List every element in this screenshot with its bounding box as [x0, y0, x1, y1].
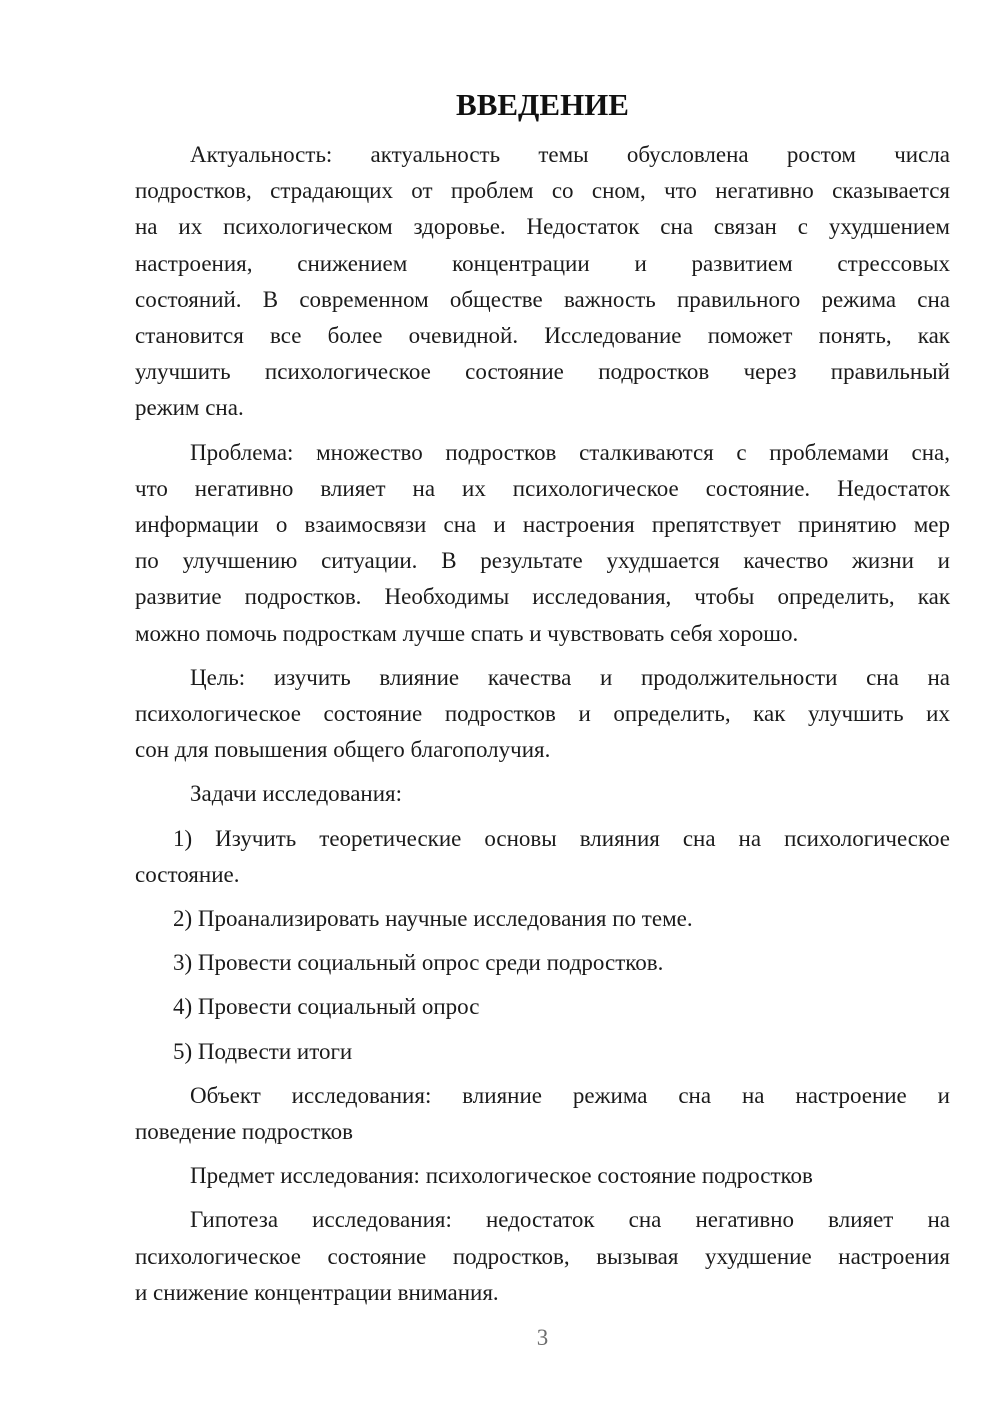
text-line: Актуальность: актуальность темы обусловлена ростом числа: [190, 142, 950, 167]
body-paragraph: [135, 660, 950, 769]
text-line: режим сна.: [135, 395, 244, 421]
text-line: на их психологическом здоровье. Недостаток сна связан с ухудшением: [135, 214, 950, 240]
text-line: 5) Подвести итоги: [173, 1038, 353, 1064]
numbered-item-paragraph: [135, 945, 950, 981]
text-line: 4) Провести социальный опрос: [173, 994, 480, 1020]
numbered-item-paragraph: [135, 821, 950, 893]
body-paragraph: [135, 435, 950, 652]
text-line: поведение подростков: [135, 1119, 353, 1145]
text-line: состояние.: [135, 861, 240, 887]
body-paragraph: [135, 1202, 950, 1311]
text-line: Предмет исследования: психологическое состояние подростков: [190, 1163, 813, 1189]
text-line: 1) Изучить теоретические основы влияния сна на психологическое: [173, 825, 950, 851]
text-line: Задачи исследования:: [190, 781, 403, 807]
text-line: подростков, страдающих от проблем со сном, что негативно сказывается: [135, 178, 950, 204]
page-number: 3: [536, 1325, 549, 1350]
text-line: психологическое состояние подростков и определить, как улучшить их: [135, 701, 950, 727]
text-line: психологическое состояние подростков, вызывая ухудшение настроения: [135, 1243, 950, 1269]
text-line: улучшить психологическое состояние подростков через правильный: [135, 359, 950, 385]
text-line: что негативно влияет на их психологическое состояние. Недостаток: [135, 475, 950, 501]
numbered-item-paragraph: [135, 1034, 950, 1070]
text-line: Гипотеза исследования: недостаток сна негативно влияет на: [190, 1207, 950, 1233]
text-line: становится все более очевидной. Исследование поможет понять, как: [135, 323, 950, 349]
body-paragraph: [135, 1078, 950, 1150]
numbered-item-paragraph: [135, 989, 950, 1025]
paragraphs-container: [135, 137, 950, 1311]
text-line: 2) Проанализировать научные исследования по теме.: [173, 906, 693, 932]
text-line: Проблема: множество подростков сталкиваются с проблемами сна,: [190, 439, 950, 465]
text-line: Объект исследования: влияние режима сна на настроение и: [190, 1082, 950, 1108]
text-line: сон для повышения общего благополучия.: [135, 737, 551, 763]
text-line: развитие подростков. Необходимы исследования, чтобы определить, как: [135, 584, 950, 610]
body-paragraph: [135, 776, 950, 812]
text-line: состояний. В современном обществе важность правильного режима сна: [135, 286, 950, 312]
page-content: [135, 87, 950, 1319]
numbered-item-paragraph: [135, 901, 950, 937]
body-paragraph: [135, 1158, 950, 1194]
text-line: и снижение концентрации внимания.: [135, 1279, 499, 1305]
body-paragraph: [135, 137, 950, 427]
text-line: Цель: изучить влияние качества и продолжительности сна на: [190, 664, 950, 690]
text-line: можно помочь подросткам лучше спать и чувствовать себя хорошо.: [135, 620, 799, 646]
text-line: 3) Провести социальный опрос среди подростков.: [173, 950, 664, 976]
text-line: по улучшению ситуации. В результате ухудшается качество жизни и: [135, 548, 950, 574]
page-title: ВВЕДЕНИЕ: [456, 87, 629, 122]
text-line: информации о взаимосвязи сна и настроения препятствует принятию мер: [135, 512, 950, 538]
text-line: настроения, снижением концентрации и развитием стрессовых: [135, 250, 950, 276]
